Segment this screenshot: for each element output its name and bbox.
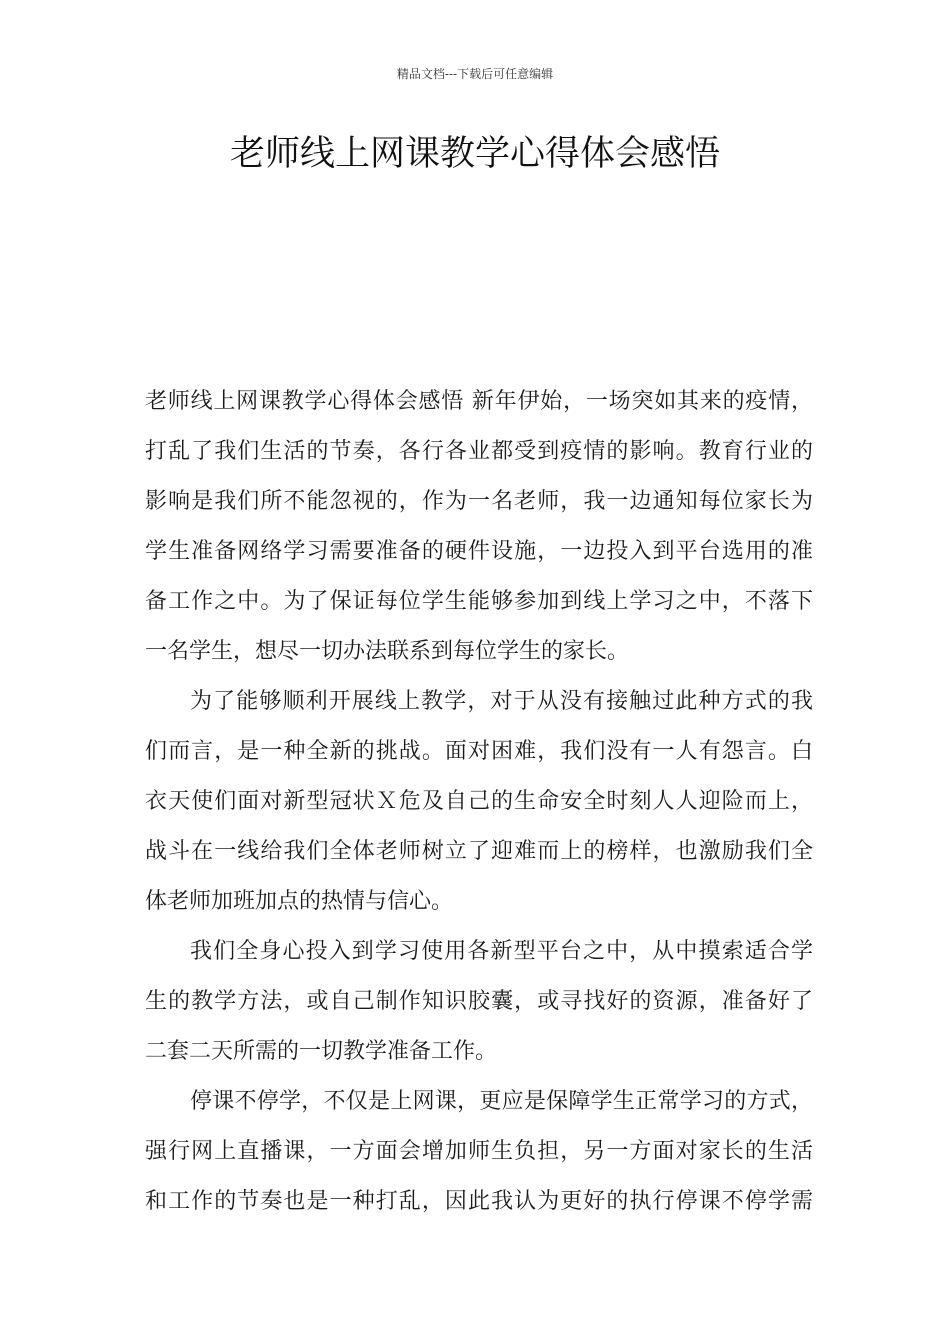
body-line: 学生准备网络学习需要准备的硬件设施，一边投入到平台选用的准: [145, 539, 813, 564]
body-line: 生的教学方法，或自己制作知识胶囊，或寻找好的资源，准备好了: [145, 989, 813, 1014]
body-line: 为了能够顺利开展线上教学，对于从没有接触过此种方式的我: [190, 689, 813, 714]
body-line: 打乱了我们生活的节奏，各行各业都受到疫情的影响。教育行业的: [145, 439, 813, 464]
body-line: 和工作的节奏也是一种打乱，因此我认为更好的执行停课不停学需: [145, 1189, 813, 1214]
body-line: 体老师加班加点的热情与信心。: [145, 889, 454, 914]
document-body: [145, 377, 813, 1227]
body-line: 们而言，是一种全新的挑战。面对困难，我们没有一人有怨言。白: [145, 739, 813, 764]
body-line: 强行网上直播课，一方面会增加师生负担，另一方面对家长的生活: [145, 1139, 813, 1164]
body-line: 备工作之中。为了保证每位学生能够参加到线上学习之中，不落下: [145, 589, 813, 614]
body-line: 老师线上网课教学心得体会感悟 新年伊始，一场突如其来的疫情，: [145, 389, 813, 414]
body-line: 我们全身心投入到学习使用各新型平台之中，从中摸索适合学: [190, 939, 813, 964]
document-title: 老师线上网课教学心得体会感悟: [229, 134, 720, 174]
body-line: 衣天使们面对新型冠状Ｘ危及自己的生命安全时刻人人迎险而上，: [145, 789, 813, 814]
header-note: 精品文档---下载后可任意编辑: [396, 67, 554, 81]
body-line: 停课不停学，不仅是上网课，更应是保障学生正常学习的方式，: [190, 1089, 813, 1114]
body-line: 一名学生，想尽一切办法联系到每位学生的家长。: [145, 639, 630, 664]
body-line: 战斗在一线给我们全体老师树立了迎难而上的榜样，也激励我们全: [145, 839, 813, 864]
body-line: 影响是我们所不能忽视的，作为一名老师，我一边通知每位家长为: [145, 489, 813, 514]
body-line: 二套二天所需的一切教学准备工作。: [145, 1039, 498, 1064]
